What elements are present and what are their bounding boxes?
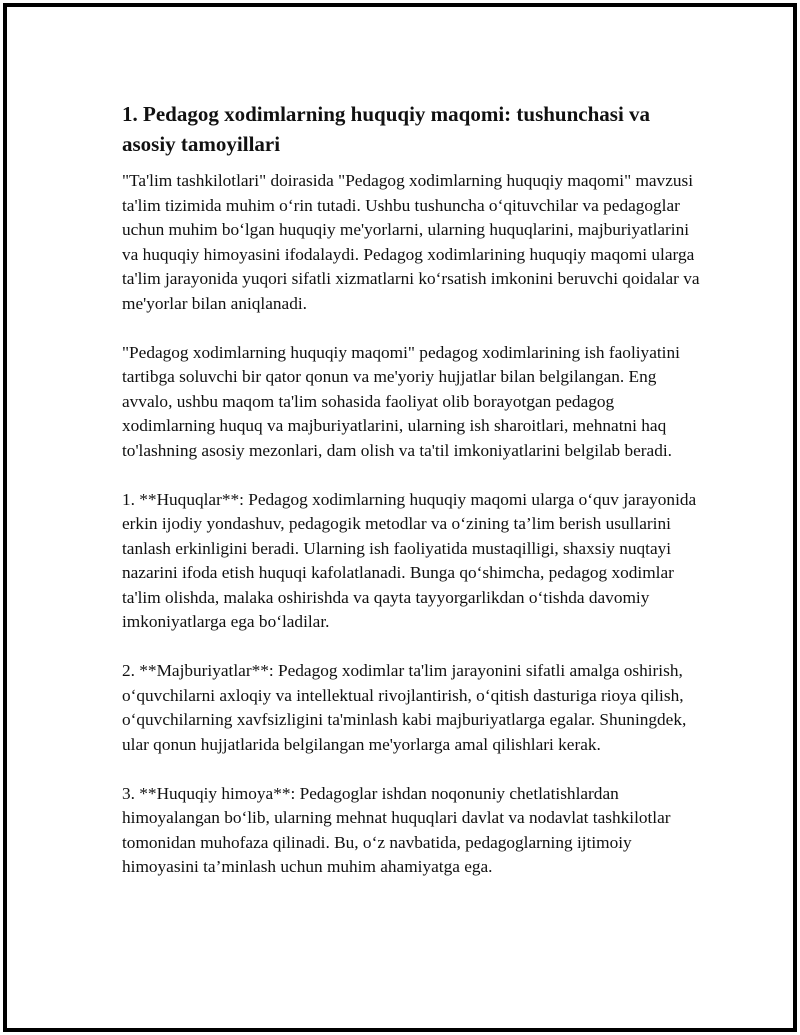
paragraph-obligations: 2. **Majburiyatlar**: Pedagog xodimlar ta'lim jarayonini sifatli amalga oshirish, oʻquvchilarni axloqiy va intellektual rivojlantirish, oʻqitish dasturiga rioya qilish, oʻquvchilarning xavfsizligini ta'minlash kabi majburiyatlarga egalar. Shuningdek, ular qonun hujjatlarida belgilangan me'yorlarga amal qilishlari kerak. [122,661,687,754]
paragraph-legal-protection: 3. **Huquqiy himoya**: Pedagoglar ishdan noqonuniy chetlatishlardan himoyalangan boʻlib, ularning mehnat huquqlari davlat va nodavlat tashkilotlar tomonidan muhofaza qilinadi. Bu, oʻz navbatida, pedagoglarning ijtimoiy himoyasini ta’minlash uchun muhim ahamiyatga ega. [122,783,671,876]
document-body [122,99,702,904]
paragraph-legal-basis: "Pedagog xodimlarning huquqiy maqomi" pedagog xodimlarining ish faoliyatini tartibga soluvchi bir qator qonun va me'yoriy hujjatlar bilan belgilangan. Eng avvalo, ushbu maqom ta'lim sohasida faoliyat olib borayotgan pedagog xodimlarning huquq va majburiyatlarini, ularning ish sharoitlari, mehnatni haq to'lashning asosiy mezonlari, dam olish va ta'til imkoniyatlarini belgilab beradi. [122,342,680,460]
paragraph-intro: "Ta'lim tashkilotlari" doirasida "Pedagog xodimlarning huquqiy maqomi" mavzusi ta'lim tizimida muhim oʻrin tutadi. Ushbu tushuncha oʻqituvchilar va pedagoglar uchun muhim boʻlgan huquqiy me'yorlarni, ularning huquqlarini, majburiyatlarini va huquqiy himoyasini ifodalaydi. Pedagog xodimlarining huquqiy maqomi ularga ta'lim jarayonida yuqori sifatli xizmatlarni koʻrsatish imkonini beruvchi qoidalar va me'yorlar bilan aniqlanadi. [122,171,700,313]
section-heading: 1. Pedagog xodimlarning huquqiy maqomi: tushunchasi va asosiy tamoyillari [122,102,651,156]
page-border [3,3,797,1032]
paragraph-rights: 1. **Huquqlar**: Pedagog xodimlarning huquqiy maqomi ularga oʻquv jarayonida erkin ijodiy yondashuv, pedagogik metodlar va oʻzining ta’lim berish usullarini tanlash erkinligini beradi. Ularning ish faoliyatida mustaqilligi, shaxsiy nuqtayi nazarini ifoda etish huquqi kafolatlanadi. Bunga qoʻshimcha, pedagog xodimlar ta'lim olishda, malaka oshirishda va qayta tayyorgarlikdan oʻtishda davomiy imkoniyatlarga ega boʻladilar. [122,489,697,631]
